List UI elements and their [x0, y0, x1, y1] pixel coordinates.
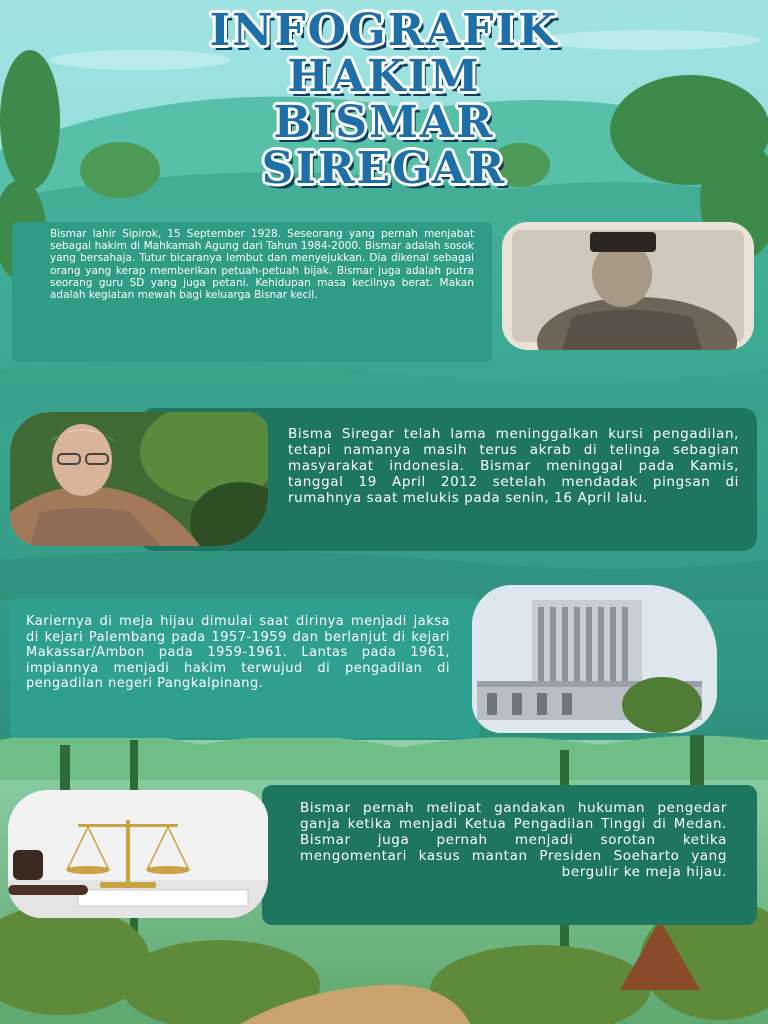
- title-line-1: INFOGRAFIK: [209, 5, 559, 56]
- biography-card: [12, 222, 492, 362]
- legacy-text: Bisma Siregar telah lama meninggalkan kursi pengadilan, tetapi namanya masih terus akrab di telinga sebagian masyarakat indonesia. Bismar meninggal pada Kamis, tanggal 19 April 2012 setelah mendadak pingsan di rumahnya saat melukis pada senin, 16 April lalu.: [288, 426, 739, 506]
- portrait-photo-elderly: [10, 412, 268, 546]
- scales-of-justice-photo: [8, 790, 268, 918]
- portrait-photo-vintage: [502, 222, 754, 350]
- notable-cases-text: Bismar pernah melipat gandakan hukuman pengedar ganja ketika menjadi Ketua Pengadilan Tinggi di Medan. Bismar juga pernah menjadi sorotan ketika mengomentari kasus mantan Presiden Soeharto yang bergulir ke meja hijau.: [300, 800, 727, 880]
- notable-cases-card: [262, 785, 757, 925]
- infographic-title: [0, 5, 768, 194]
- career-text: Kariernya di meja hijau dimulai saat dirinya menjadi jaksa di kejari Palembang pada 1957-1959 dan berlanjut di kejari Makassar/Ambon pada 1959-1961. Lantas pada 1961, impiannya menjadi hakim terwujud di pengadilan di pengadilan negeri Pangkalpinang.: [26, 614, 450, 691]
- title-line-3: BISMAR: [273, 97, 495, 148]
- court-building-photo: [472, 585, 717, 733]
- title-line-2: HAKIM: [287, 51, 481, 102]
- career-card: [10, 598, 480, 738]
- title-line-4: SIREGAR: [261, 143, 507, 194]
- biography-text: Bismar lahir Sipirok, 15 September 1928. Seseorang yang pernah menjabat sebagai hakim di Mahkamah Agung dari Tahun 1984-2000. Bismar adalah sosok yang bersahaja. Tutur bicaranya lembut dan menyejukkan. Dia dikenal sebagai orang yang kerap memberikan petuah-petuah bijak. Bismar juga adalah putra seorang guru SD yang juga petani. Kehidupan masa kecilnya berat. Makan adalah kegiatan mewah bagi keluarga Bisnar kecil.: [50, 228, 474, 302]
